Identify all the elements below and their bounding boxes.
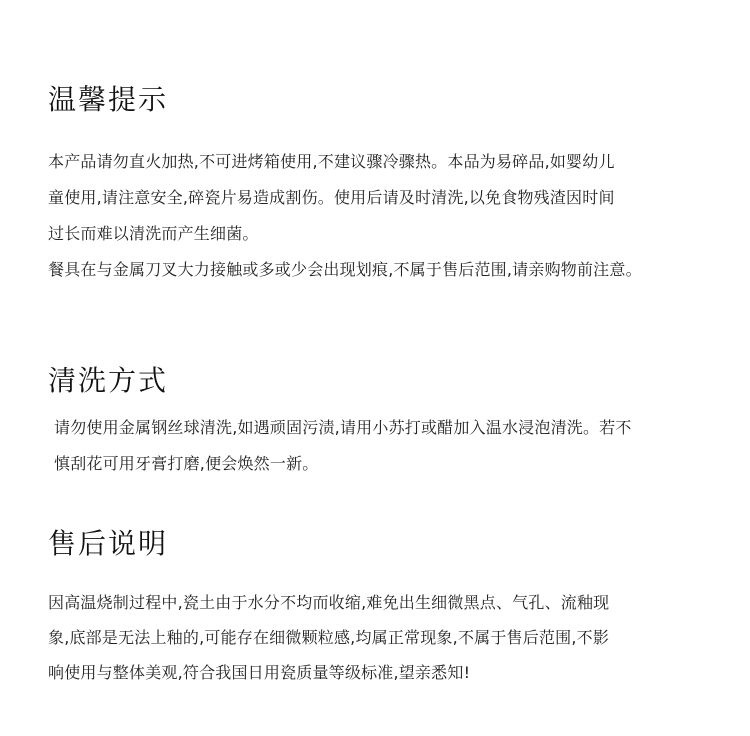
section-title-cleaning: 清洗方式 xyxy=(48,364,169,397)
tips-line-1: 本产品请勿直火加热,不可进烤箱使用,不建议骤冷骤热。本品为易碎品,如婴幼儿 xyxy=(48,152,615,171)
after-sales-line-2: 象,底部是无法上釉的,可能存在细微颗粒感,均属正常现象,不属于售后范围,不影 xyxy=(48,628,610,647)
after-sales-line-1: 因高温烧制过程中,瓷土由于水分不均而收缩,难免出生细微黑点、气孔、流釉现 xyxy=(48,593,610,612)
cleaning-line-2: 慎刮花可用牙膏打磨,便会焕然一新。 xyxy=(54,454,319,473)
tips-line-4: 餐具在与金属刀叉大力接触或多或少会出现划痕,不属于售后范围,请亲购物前注意。 xyxy=(48,260,642,279)
section-title-tips: 温馨提示 xyxy=(48,83,169,116)
tips-line-2: 童使用,请注意安全,碎瓷片易造成割伤。使用后请及时清洗,以免食物残渣因时间 xyxy=(48,188,615,207)
cleaning-line-1: 请勿使用金属钢丝球清洗,如遇顽固污渍,请用小苏打或醋加入温水浸泡清洗。若不 xyxy=(54,418,632,437)
after-sales-line-3: 响使用与整体美观,符合我国日用瓷质量等级标准,望亲悉知! xyxy=(48,663,471,682)
section-title-after-sales: 售后说明 xyxy=(48,527,169,560)
tips-line-3: 过长而难以清洗而产生细菌。 xyxy=(48,224,259,243)
